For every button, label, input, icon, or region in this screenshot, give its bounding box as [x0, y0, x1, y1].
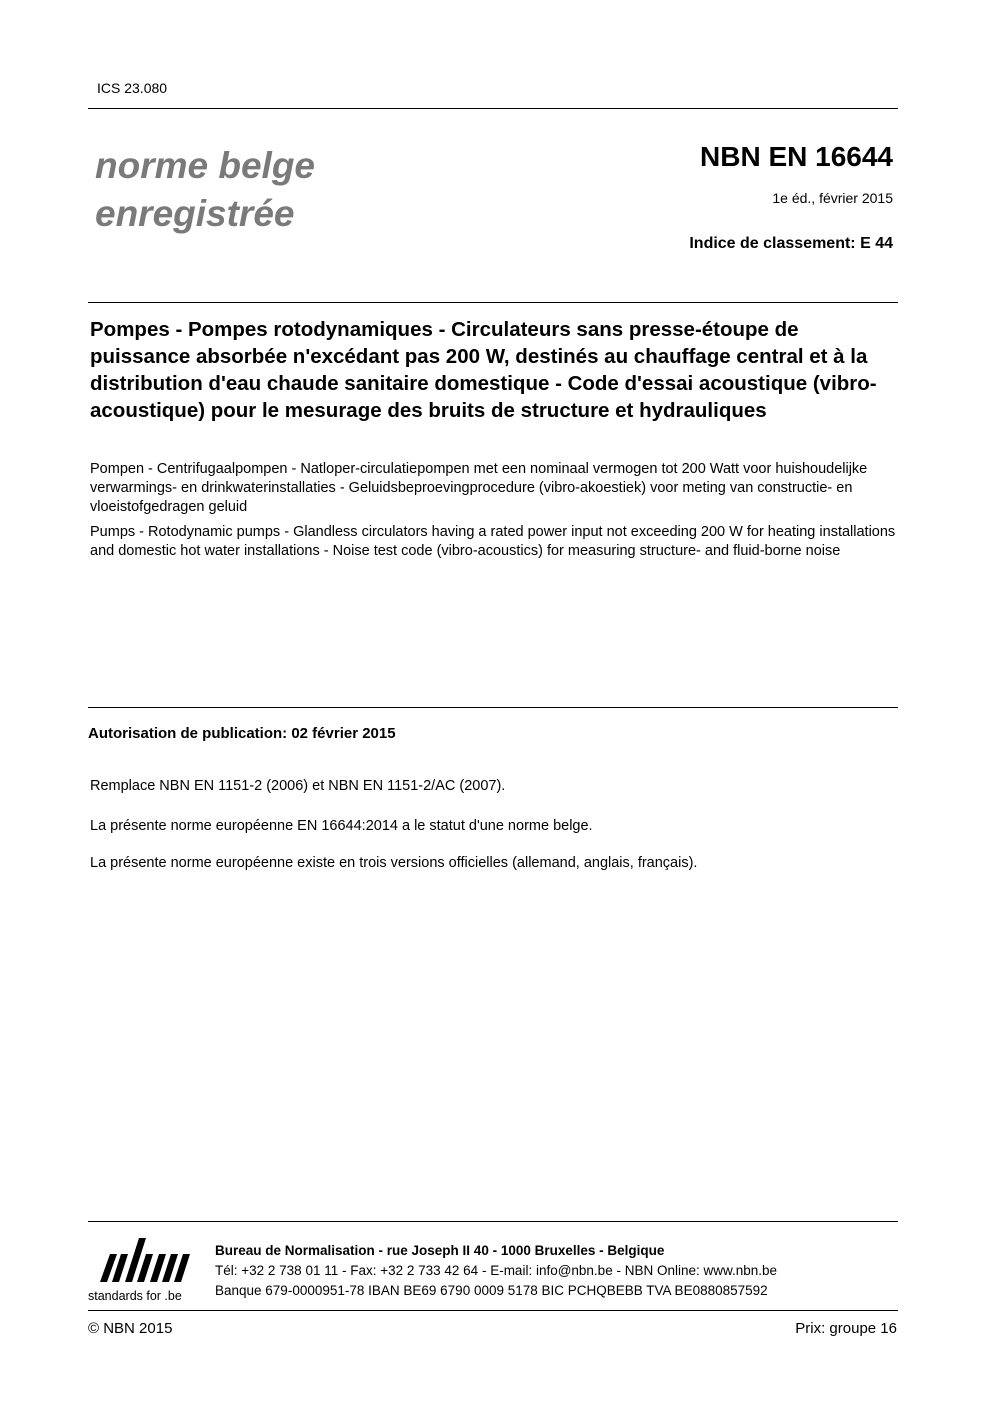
brand-line-1: norme belge [95, 145, 315, 186]
footer-address-block [215, 1241, 777, 1301]
logo-text: standards for .be [88, 1289, 182, 1303]
bottom-rule [88, 1310, 898, 1311]
replaces-paragraph: Remplace NBN EN 1151-2 (2006) et NBN EN 1151-2/AC (2007). [90, 778, 506, 794]
brand-label [95, 142, 315, 238]
brand-line-2: enregistrée [95, 193, 295, 234]
title-rule [88, 302, 898, 303]
copyright: © NBN 2015 [88, 1320, 173, 1337]
footer-rule [88, 1221, 898, 1222]
contact-line: Tél: +32 2 738 01 11 - Fax: +32 2 733 42 64 - E-mail: info@nbn.be - NBN Online: www.nbn.be [215, 1263, 778, 1278]
publication-rule [88, 707, 898, 708]
bank-line: Banque 679-0000951-78 IBAN BE69 6790 0009 5178 BIC PCHQBEBB TVA BE0880857592 [215, 1283, 768, 1298]
publication-authorisation: Autorisation de publication: 02 février 2015 [88, 725, 396, 742]
address-line: Bureau de Normalisation - rue Joseph II 40 - 1000 Bruxelles - Belgique [215, 1243, 665, 1258]
versions-paragraph: La présente norme européenne existe en trois versions officielles (allemand, anglais, français). [90, 855, 698, 871]
title-dutch: Pompen - Centrifugaalpompen - Natloper-circulatiepompen met een nominaal vermogen tot 200 Watt voor huishoudelijke verwarmings- en drinkwaterinstallaties - Geluidsbeproevingprocedure (vibro-akoestiek) voor meting van constructie- en vloeistofgedragen geluid [90, 461, 868, 515]
edition-date: 1e éd., février 2015 [772, 190, 893, 206]
title-french: Pompes - Pompes rotodynamiques - Circulateurs sans presse-étoupe de puissance absorbée n'excédant pas 200 W, destinés au chauffage central et à la distribution d'eau chaude sanitaire domestique - Code d'essai acoustique (vibro-acoustique) pour le mesurage des bruits de structure et hydrauliques [90, 318, 877, 422]
nbn-logo [88, 1230, 200, 1306]
title-english: Pumps - Rotodynamic pumps - Glandless circulators having a rated power input not exceeding 200 W for heating installations and domestic hot water installations - Noise test code (vibro-acoustics) for measuring structure- and fluid-borne noise [90, 524, 896, 559]
nbn-logo-mark [100, 1238, 190, 1282]
price-group: Prix: groupe 16 [795, 1320, 897, 1337]
status-paragraph: La présente norme européenne EN 16644:2014 a le statut d'une norme belge. [90, 818, 593, 834]
classification-index: Indice de classement: E 44 [689, 235, 893, 252]
ics-code: ICS 23.080 [97, 80, 168, 96]
header-rule [88, 108, 898, 109]
standard-number: NBN EN 16644 [700, 141, 893, 172]
